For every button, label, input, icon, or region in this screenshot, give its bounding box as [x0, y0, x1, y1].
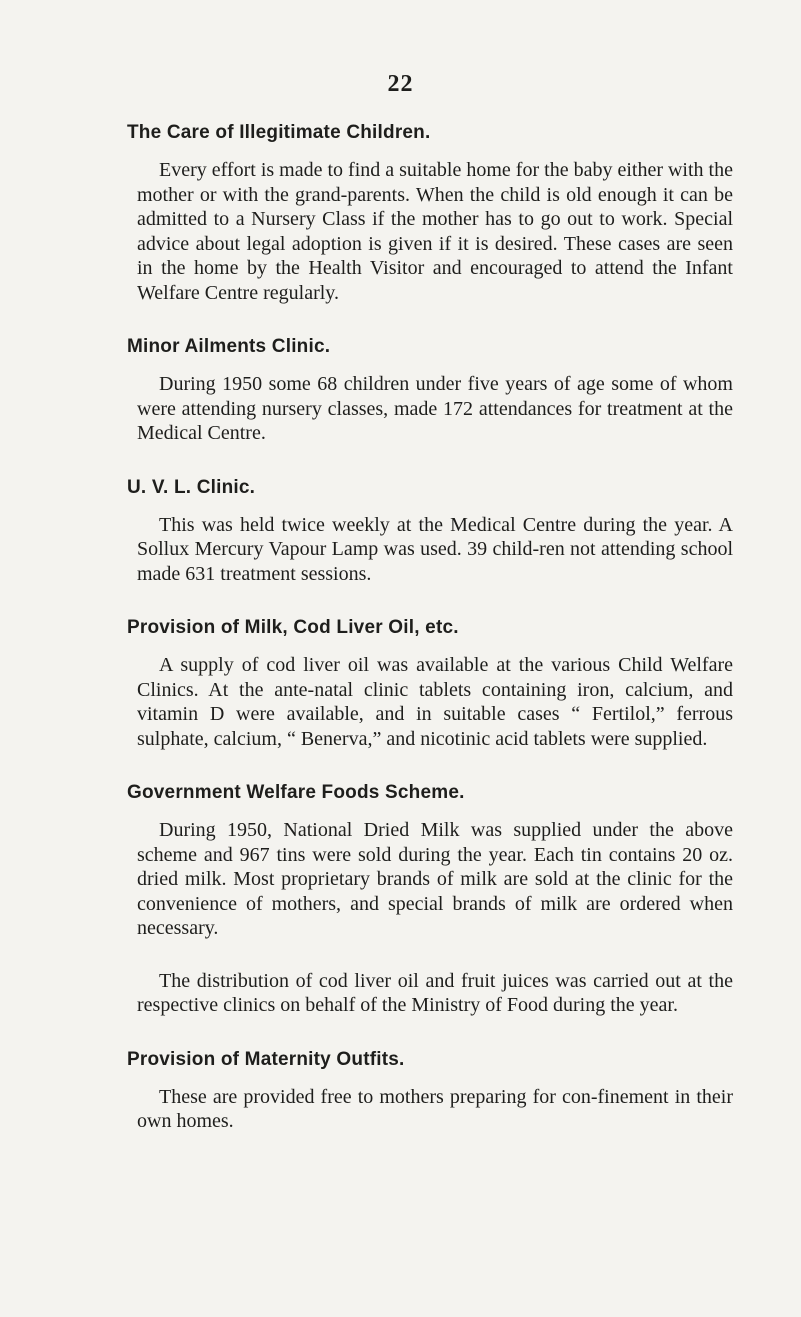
section-paragraph: Every effort is made to find a suitable home for the baby either with the mother or with the grand-parents. When the child is old enough it can be admitted to a Nursery Class if the mother has to go out to work. Special advice about legal adoption is given if it is desired. These cases are seen in the home by the Health Visitor and encouraged to attend the Infant Welfare Centre regularly. — [137, 159, 733, 304]
section-paragraph: These are provided free to mothers preparing for con-finement in their own homes. — [137, 1085, 733, 1132]
page-number: 22 — [387, 71, 414, 97]
page-content — [127, 120, 733, 1134]
section-illegitimate-children — [127, 120, 733, 305]
section-paragraph: This was held twice weekly at the Medical Centre during the year. A Sollux Mercury Vapour Lamp was used. 39 child-ren not attending school made 631 treatment sessions. — [137, 513, 733, 585]
section-government-welfare-foods — [127, 780, 733, 1018]
section-heading: U. V. L. Clinic. — [127, 476, 256, 498]
section-heading: Minor Ailments Clinic. — [127, 336, 331, 357]
section-heading: Government Welfare Foods Scheme. — [127, 782, 465, 803]
section-paragraph: A supply of cod liver oil was available at the various Child Welfare Clinics. At the ante-natal clinic tablets containing iron, calcium, and vitamin D were available, and in suitable cases “ Fertilol,” ferrous sulphate, calcium, “ Benerva,” and nicotinic acid tablets were supplied. — [137, 654, 733, 750]
section-heading: Provision of Milk, Cod Liver Oil, etc. — [127, 617, 459, 638]
section-provision-milk-cod-liver-oil — [127, 615, 733, 751]
section-minor-ailments-clinic — [127, 334, 733, 446]
section-paragraph: The distribution of cod liver oil and fruit juices was carried out at the respective clinics on behalf of the Ministry of Food during the year. — [137, 969, 733, 1016]
section-uvl-clinic — [127, 475, 733, 587]
section-maternity-outfits — [127, 1047, 733, 1134]
section-heading: The Care of Illegitimate Children. — [127, 122, 431, 143]
section-heading: Provision of Maternity Outfits. — [127, 1048, 405, 1070]
section-paragraph: During 1950 some 68 children under five years of age some of whom were attending nursery classes, made 172 attendances for treatment at the Medical Centre. — [137, 373, 733, 444]
section-paragraph: During 1950, National Dried Milk was supplied under the above scheme and 967 tins were sold during the year. Each tin contains 20 oz. dried milk. Most proprietary brands of milk are sold at the clinic for the convenience of mothers, and special brands of milk are ordered when necessary. — [137, 819, 733, 939]
